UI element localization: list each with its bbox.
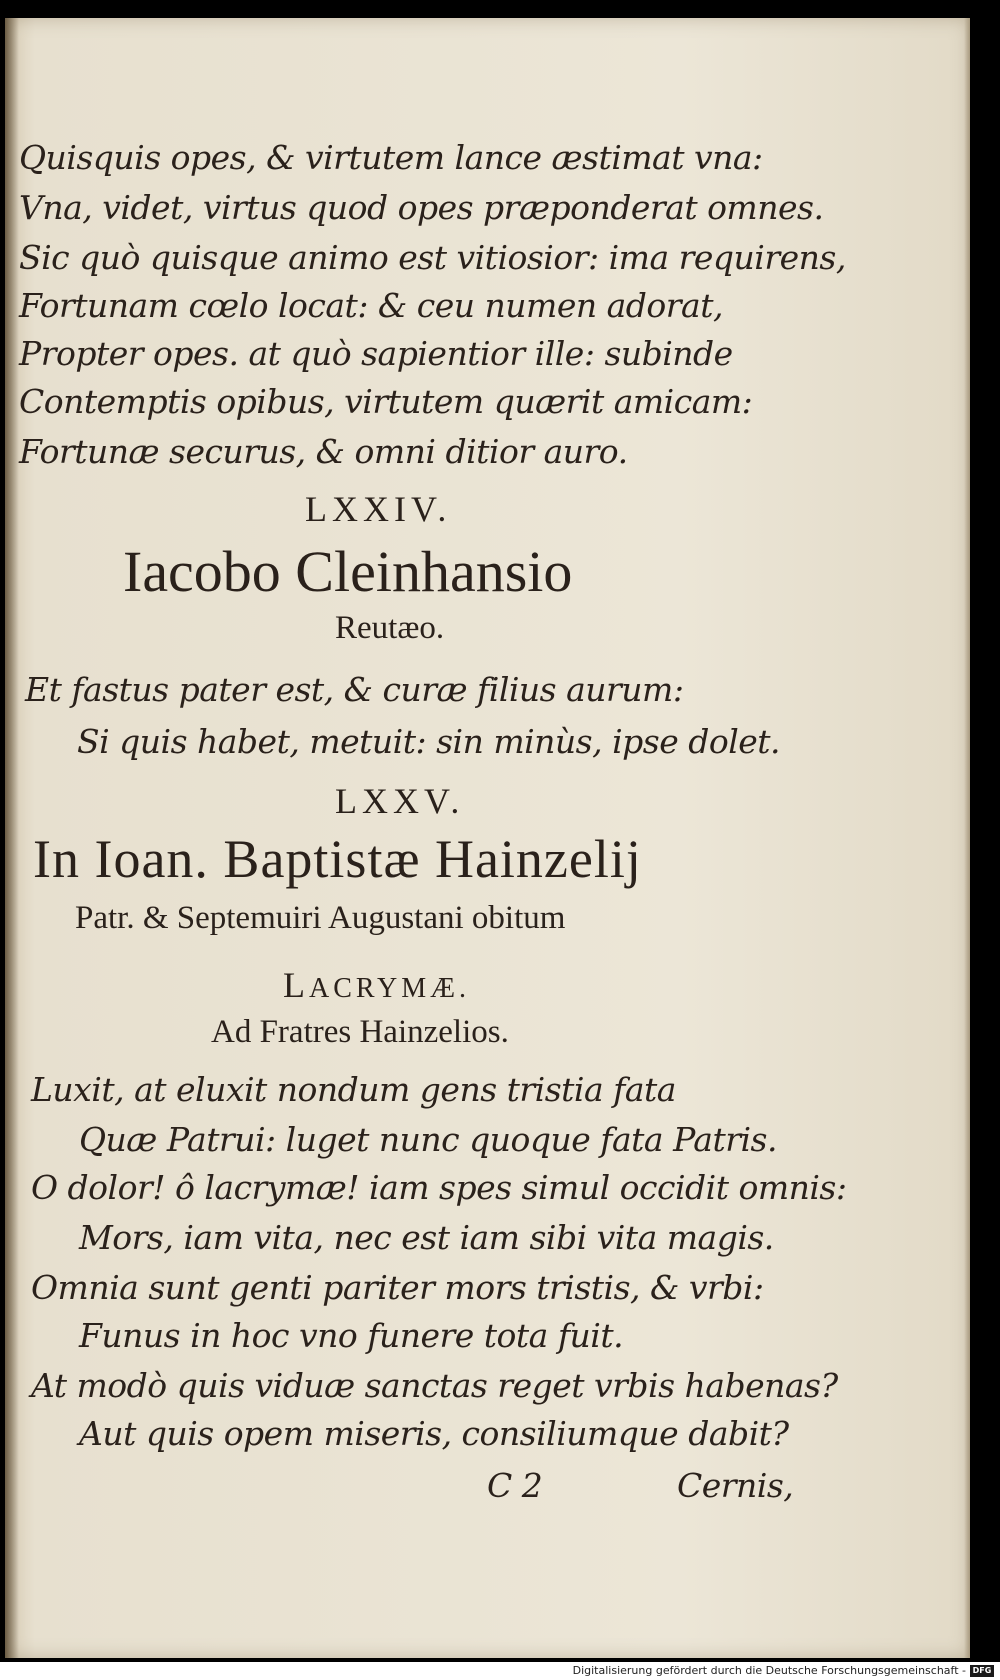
epigram-line: Si quis habet, metuit: sin minùs, ipse dolet. — [77, 722, 781, 761]
poem-line: Vna, videt, virtus quod opes præponderat omnes. — [19, 188, 824, 227]
section-number: LXXV. — [335, 781, 465, 821]
elegy-line: At modò quis viduæ sanctas reget vrbis habenas? — [31, 1366, 838, 1405]
book-page — [5, 18, 970, 1658]
footer-credit: Digitalisierung gefördert durch die Deutsche Forschungsgemeinschaft - — [572, 1664, 966, 1677]
section-subtitle: Reutæo. — [335, 610, 445, 646]
elegy-line: O dolor! ô lacrymæ! iam spes simul occidit omnis: — [31, 1168, 847, 1207]
epigram-line: Et fastus pater est, & curæ filius aurum: — [25, 670, 684, 709]
page-text — [5, 18, 970, 1658]
elegy-line: Omnia sunt genti pariter mors tristis, & vrbi: — [31, 1268, 764, 1307]
section-title: Iacobo Cleinhansio — [123, 539, 573, 604]
elegy-line: Mors, iam vita, nec est iam sibi vita magis. — [79, 1218, 774, 1257]
elegy-line: Luxit, at eluxit nondum gens tristia fata — [31, 1070, 676, 1109]
poem-line: Fortunam cœlo locat: & ceu numen adorat, — [19, 286, 723, 325]
section-subtitle: Patr. & Septemuiri Augustani obitum — [75, 900, 566, 936]
section-heading — [283, 964, 470, 1006]
poem-line: Quisquis opes, & virtutem lance æstimat vna: — [19, 138, 763, 177]
catchword: Cernis, — [677, 1466, 794, 1505]
poem-line: Propter opes. at quò sapientior ille: subinde — [19, 334, 733, 373]
section-number: LXXIV. — [305, 489, 452, 529]
elegy-line: Funus in hoc vno funere tota fuit. — [79, 1316, 624, 1355]
elegy-line: Quæ Patrui: luget nunc quoque fata Patris. — [79, 1120, 777, 1159]
poem-line: Contemptis opibus, virtutem quærit amicam: — [19, 382, 753, 421]
digitization-footer — [0, 1662, 1000, 1680]
elegy-line: Aut quis opem miseris, consiliumque dabit? — [79, 1414, 789, 1453]
dedication: Ad Fratres Hainzelios. — [211, 1014, 509, 1050]
dfg-logo: DFG — [970, 1665, 994, 1677]
heading-rest: ACRYMÆ. — [309, 973, 471, 1004]
poem-line: Sic quò quisque animo est vitiosior: ima requirens, — [19, 238, 846, 277]
heading-initial: L — [283, 965, 309, 1005]
poem-line: Fortunæ securus, & omni ditior auro. — [19, 432, 628, 471]
signature-mark: C 2 — [487, 1466, 543, 1505]
section-title: In Ioan. Baptistæ Hainzelij — [33, 829, 642, 889]
